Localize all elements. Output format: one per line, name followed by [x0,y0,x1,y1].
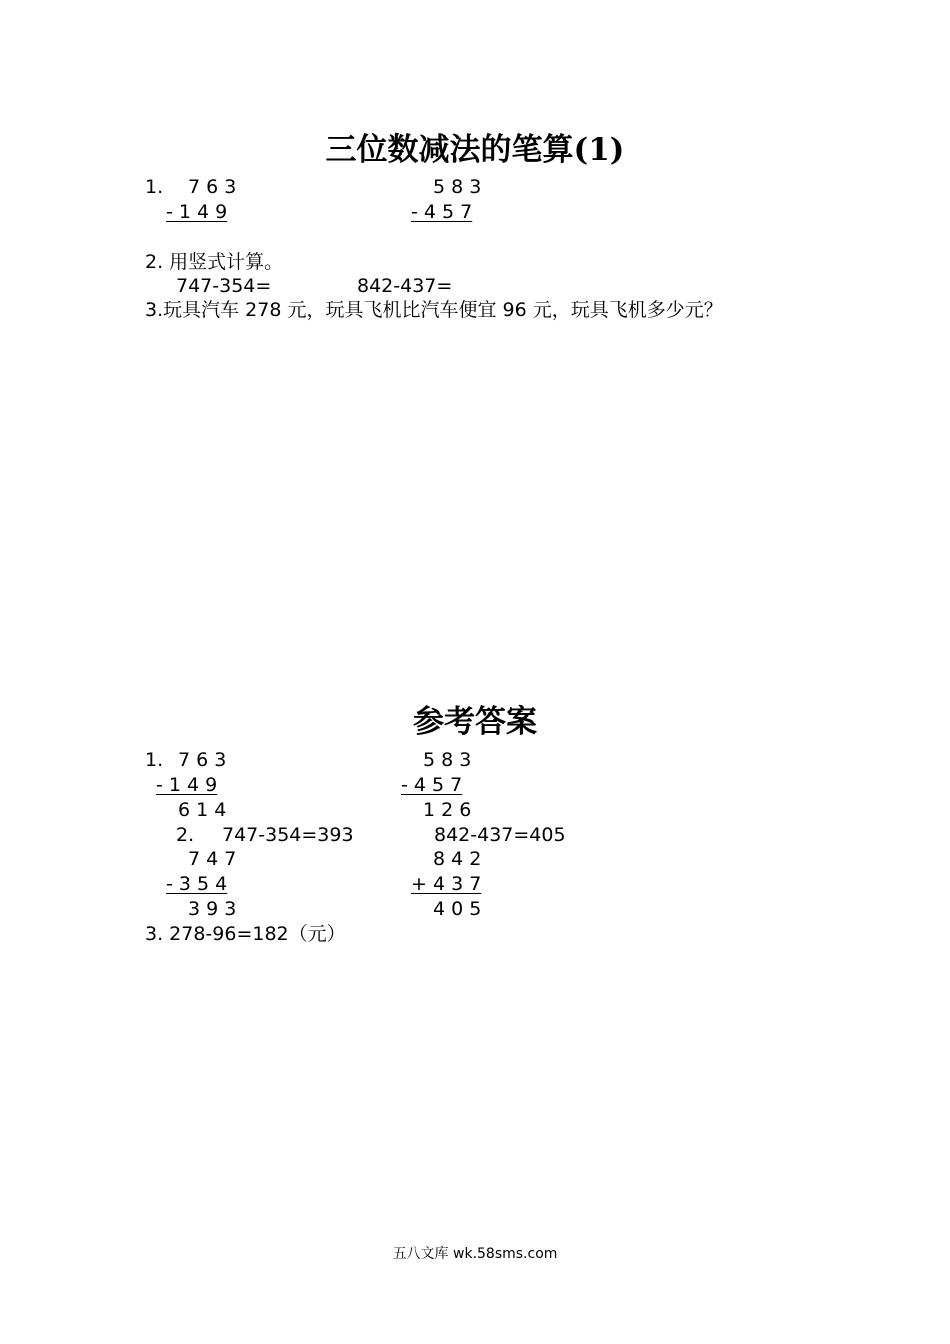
q2-expression-a: 747-354= [176,275,272,297]
q1b-minuend: 5 8 3 [433,176,482,198]
a2b-result: 4 0 5 [433,898,482,920]
question-1-number: 1. [145,176,164,198]
a2a-minuend: 7 4 7 [188,848,237,870]
q1a-subtrahend: - 1 4 9 [166,201,228,223]
a2-equation-a: 747-354=393 [222,824,354,846]
a1b-subtrahend: - 4 5 7 [401,774,463,796]
q2-expression-b: 842-437= [357,275,453,297]
answer-2-number: 2. [176,824,195,846]
a2a-result: 3 9 3 [188,898,237,920]
a1a-minuend: 7 6 3 [178,749,227,771]
a1a-subtrahend: - 1 4 9 [156,774,218,796]
a2b-addend: + 4 3 7 [411,873,482,895]
question-3: 3.玩具汽车 278 元，玩具飞机比汽车便宜 96 元，玩具飞机多少元？ [145,299,723,321]
a2-equation-b: 842-437=405 [434,824,566,846]
a1b-minuend: 5 8 3 [423,749,472,771]
a2b-top-number: 8 4 2 [433,848,482,870]
answer-3: 3. 278-96=182（元） [145,923,346,945]
footer-watermark: 五八文库 wk.58sms.com [392,1246,558,1262]
question-2-label: 2. 用竖式计算。 [145,251,284,273]
a1a-result: 6 1 4 [178,799,227,821]
answers-heading: 参考答案 [413,704,537,740]
a2a-subtrahend: - 3 5 4 [166,873,228,895]
page-title: 三位数减法的笔算(1) [325,132,625,168]
q1b-subtrahend: - 4 5 7 [411,201,473,223]
q1a-minuend: 7 6 3 [188,176,237,198]
a1b-result: 1 2 6 [423,799,472,821]
answer-1-number: 1. [145,749,164,771]
